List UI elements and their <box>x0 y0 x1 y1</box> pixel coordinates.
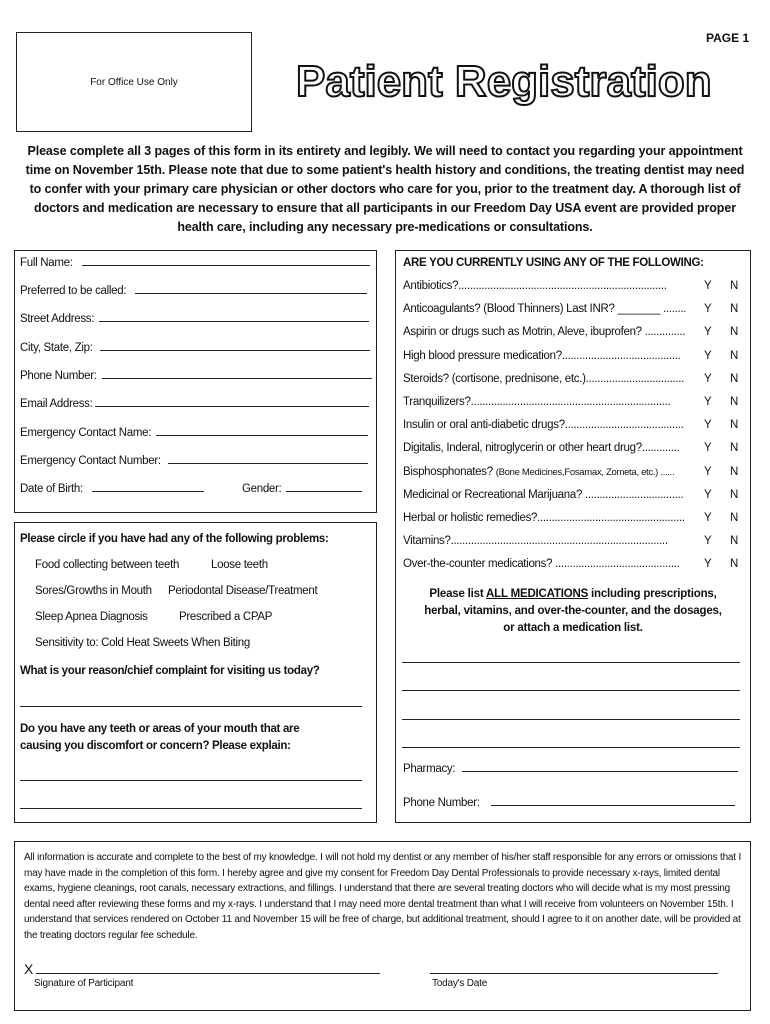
bisphosphonates-examples: (Bone Medicines,Fosamax, Zometa, etc.) ...... <box>495 466 675 478</box>
full-name-label: Full Name: <box>20 257 73 269</box>
city-state-zip-field[interactable] <box>20 342 370 354</box>
med-question-text: Over-the-counter medications? ........................................... <box>403 558 680 571</box>
email-address-input[interactable] <box>95 406 369 407</box>
street-address-label: Street Address: <box>20 313 95 325</box>
problem-sores-growths[interactable]: Sores/Growths in Mouth <box>35 585 152 597</box>
full-name-field[interactable] <box>20 257 370 269</box>
street-address-field[interactable] <box>20 313 369 325</box>
med-vitamins-yes[interactable]: Y <box>704 535 712 548</box>
med-question-bisphosphonates <box>403 466 696 478</box>
problem-periodontal[interactable]: Periodontal Disease/Treatment <box>168 585 318 597</box>
med-question-tranquilizers <box>403 396 696 408</box>
med-question-text: Anticoagulants? (Blood Thinners) Last INR? _______ ........ <box>403 303 687 316</box>
email-address-field[interactable] <box>20 398 369 410</box>
pharmacy-input[interactable] <box>462 771 738 772</box>
med-question-text: Bisphosphonates? <box>403 465 496 478</box>
problem-food-collecting[interactable]: Food collecting between teeth <box>35 559 180 571</box>
med-digitalis-yes[interactable]: Y <box>704 442 712 455</box>
medication-list-instructions <box>398 586 748 637</box>
discomfort-question-line1: Do you have any teeth or areas of your mouth that are <box>20 723 300 735</box>
med-otc-no[interactable]: N <box>730 558 739 571</box>
date-of-birth-field[interactable] <box>20 483 204 495</box>
pharmacy-phone-input[interactable] <box>491 805 735 806</box>
med-herbal-yes[interactable]: Y <box>704 512 712 524</box>
pharmacy-field[interactable] <box>403 763 738 775</box>
med-aspirin-yes[interactable]: Y <box>704 326 712 339</box>
phone-number-label: Phone Number: <box>20 370 97 382</box>
problem-sleep-apnea[interactable]: Sleep Apnea Diagnosis <box>35 611 148 623</box>
med-question-blood-pressure <box>403 350 696 362</box>
emergency-contact-number-label: Emergency Contact Number: <box>20 455 161 467</box>
med-question-aspirin <box>403 326 696 338</box>
med-vitamins-no[interactable]: N <box>730 535 739 548</box>
office-use-box <box>16 32 252 132</box>
phone-number-input[interactable] <box>102 378 372 379</box>
date-label: Today's Date <box>432 978 488 989</box>
discomfort-question-line2: causing you discomfort or concern? Please explain: <box>20 740 291 752</box>
med-question-text: Herbal or holistic remedies?................................................... <box>403 512 685 524</box>
med-bisphosphonates-yes[interactable]: Y <box>704 465 712 478</box>
med-question-otc <box>403 558 696 570</box>
list-prefix: Please list <box>429 588 487 600</box>
all-medications-text: ALL MEDICATIONS <box>486 588 589 600</box>
signature-input[interactable] <box>36 973 380 974</box>
date-input[interactable] <box>430 973 718 974</box>
med-anticoagulants-no[interactable]: N <box>730 303 739 316</box>
discomfort-input-line1[interactable] <box>20 780 362 781</box>
medications-heading: ARE YOU CURRENTLY USING ANY OF THE FOLLOWING: <box>403 257 704 269</box>
emergency-contact-name-field[interactable] <box>20 427 368 439</box>
med-question-herbal <box>403 512 696 524</box>
med-tranquilizers-no[interactable]: N <box>730 396 739 408</box>
med-question-digitalis <box>403 442 696 454</box>
med-antibiotics-yes[interactable]: Y <box>704 280 712 292</box>
med-tranquilizers-yes[interactable]: Y <box>704 396 712 408</box>
med-question-text: Aspirin or drugs such as Motrin, Aleve, ibuprofen? .............. <box>403 326 686 339</box>
med-steroids-no[interactable]: N <box>730 372 739 385</box>
chief-complaint-question: What is your reason/chief complaint for visiting us today? <box>20 665 320 677</box>
med-question-marijuana <box>403 489 696 501</box>
pharmacy-phone-field[interactable] <box>403 797 735 809</box>
gender-field[interactable] <box>242 483 362 495</box>
med-herbal-no[interactable]: N <box>730 512 739 524</box>
med-question-text: High blood pressure medication?......................................... <box>403 349 681 362</box>
med-question-steroids <box>403 373 696 385</box>
emergency-contact-name-label: Emergency Contact Name: <box>20 427 152 439</box>
page-label: PAGE 1 <box>706 31 750 45</box>
emergency-contact-number-input[interactable] <box>168 463 368 464</box>
phone-number-field[interactable] <box>20 370 372 382</box>
medication-input-line1[interactable] <box>402 662 740 663</box>
med-bisphosphonates-no[interactable]: N <box>730 465 739 478</box>
med-question-vitamins <box>403 535 696 547</box>
emergency-contact-name-input[interactable] <box>156 435 368 436</box>
med-digitalis-no[interactable]: N <box>730 442 739 455</box>
pharmacy-phone-label: Phone Number: <box>403 797 480 809</box>
problems-heading: Please circle if you have had any of the following problems: <box>20 533 329 545</box>
email-address-label: Email Address: <box>20 398 93 410</box>
signature-label: Signature of Participant <box>34 978 134 989</box>
med-question-antibiotics <box>403 280 696 292</box>
medication-input-line3[interactable] <box>402 719 740 720</box>
medication-list-instructions-line2: herbal, vitamins, and over-the-counter, and the dosages, <box>424 605 722 617</box>
street-address-input[interactable] <box>99 321 369 322</box>
problem-cpap[interactable]: Prescribed a CPAP <box>179 611 273 623</box>
med-marijuana-no[interactable]: N <box>730 488 739 501</box>
problem-loose-teeth[interactable]: Loose teeth <box>211 559 268 571</box>
date-of-birth-input[interactable] <box>92 491 204 492</box>
discomfort-input-line2[interactable] <box>20 808 362 809</box>
intro-paragraph: Please complete all 3 pages of this form in its entirety and legibly. We will need to contact you regarding your appointment time on November 15th. Please note that due to some patient's health history and conditions, the treating dentist may need to confer with your primary care physician or other doctors who care for you, prior to the treatment day. A thorough list of doctors and medication are necessary to ensure that all participants in our Freedom Day USA event are provided proper health care, including any necessary pre-medications or consultations. <box>25 144 745 234</box>
preferred-name-field[interactable] <box>20 285 367 297</box>
chief-complaint-input[interactable] <box>20 706 362 707</box>
city-state-zip-label: City, State, Zip: <box>20 342 93 354</box>
city-state-zip-input[interactable] <box>100 350 370 351</box>
medication-input-line4[interactable] <box>402 747 740 748</box>
problem-sensitivity[interactable]: Sensitivity to: Cold Heat Sweets When Biting <box>35 637 250 649</box>
med-anticoagulants-yes[interactable]: Y <box>704 303 712 316</box>
list-suffix: including prescriptions, <box>588 588 717 600</box>
med-question-text: Tranquilizers?..................................................................... <box>403 396 671 408</box>
pharmacy-label: Pharmacy: <box>403 763 456 775</box>
med-question-text: Medicinal or Recreational Marijuana? .................................. <box>403 488 684 501</box>
med-question-anticoagulants <box>403 303 696 315</box>
consent-text: All information is accurate and complete to the best of my knowledge. I will not hold my dentist or any member of his/her staff responsible for any errors or omissions that I may have made in the completion of this form. I hereby agree and give my consent for Freedom Day Dental Professionals to provide necessary x-rays, limited dental exams, hygiene cleanings, root canals, necessary extractions, and fillings. I understand that there are several treating doctors who will decide what is my most pressing dental need after reviewing these forms and my x-rays. I understand that I may need more dental treatment than what I will receive from volunteers on November 15th. I understand that services rendered on October 11 and November 15 will be free of charge, but additional treatment, should I agree to it on another date, will be provided at the treating doctors regular fee schedule. <box>24 852 742 941</box>
gender-label: Gender: <box>242 483 282 495</box>
med-otc-yes[interactable]: Y <box>704 558 712 571</box>
med-question-text: Insulin or oral anti-diabetic drugs?......................................... <box>403 419 684 432</box>
full-name-input[interactable] <box>82 265 370 266</box>
med-marijuana-yes[interactable]: Y <box>704 488 712 501</box>
med-steroids-yes[interactable]: Y <box>704 372 712 385</box>
med-question-text: Digitalis, Inderal, nitroglycerin or other heart drug?............. <box>403 442 680 455</box>
med-question-insulin <box>403 419 696 431</box>
medication-list-instructions-line1 <box>398 586 748 603</box>
med-aspirin-no[interactable]: N <box>730 326 739 339</box>
med-question-text: Antibiotics?........................................................................ <box>403 280 667 292</box>
preferred-name-input[interactable] <box>135 293 367 294</box>
med-blood-pressure-yes[interactable]: Y <box>704 349 712 362</box>
page-title: Patient Registration <box>296 57 712 106</box>
medication-input-line2[interactable] <box>402 690 740 691</box>
med-blood-pressure-no[interactable]: N <box>730 349 739 362</box>
preferred-name-label: Preferred to be called: <box>20 285 127 297</box>
medication-list-instructions-line3: or attach a medication list. <box>503 622 643 634</box>
med-question-text: Vitamins?........................................................................... <box>403 535 668 548</box>
med-question-text: Steroids? (cortisone, prednisone, etc.).................................. <box>403 372 685 385</box>
date-of-birth-label: Date of Birth: <box>20 483 83 495</box>
med-antibiotics-no[interactable]: N <box>730 280 739 292</box>
office-use-label: For Office Use Only <box>90 77 178 88</box>
signature-x-mark: X <box>24 961 34 977</box>
med-insulin-yes[interactable]: Y <box>704 419 712 432</box>
med-insulin-no[interactable]: N <box>730 419 739 432</box>
gender-input[interactable] <box>286 491 362 492</box>
emergency-contact-number-field[interactable] <box>20 455 368 467</box>
